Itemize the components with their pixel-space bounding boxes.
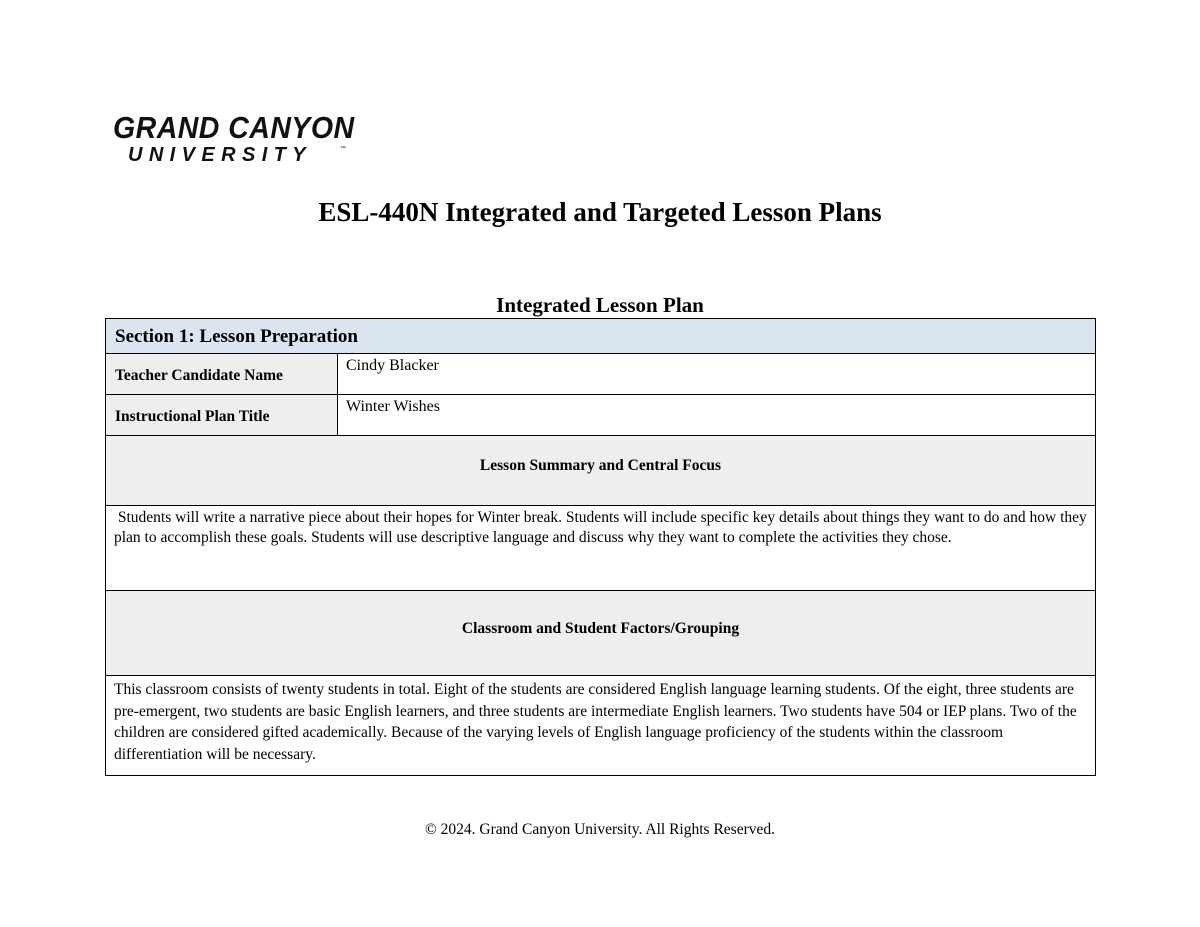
summary-text: Students will write a narrative piece about their hopes for Winter break. Students will include specific key details about things they want to do and how they plan to accomplish these goals. Students will use descriptive language and discuss why they want to complete the activities they chose.	[114, 509, 1091, 546]
factors-text: This classroom consists of twenty students in total. Eight of the students are considered English language learning students. Of the eight, three students are pre-emergent, two students are basic English learners, and three students are intermediate English learners. Two students have 504 or IEP plans. Two of the children are considered gifted academically. Because of the varying levels of English language proficiency of the students within the classroom differentiation will be necessary.	[114, 681, 1077, 763]
document-title: ESL-440N Integrated and Targeted Lesson Plans	[318, 197, 882, 227]
table-row	[106, 354, 1096, 395]
table-row	[106, 395, 1096, 436]
summary-heading-cell	[106, 436, 1096, 506]
plan-title-value-cell[interactable]	[338, 395, 1096, 436]
summary-text-cell[interactable]	[106, 506, 1096, 591]
factors-text-cell[interactable]	[106, 676, 1096, 776]
teacher-name-label-cell	[106, 354, 338, 395]
logo-wordmark-line1: GRAND CANYON	[113, 110, 355, 145]
teacher-name-value-cell[interactable]	[338, 354, 1096, 395]
factors-heading-cell	[106, 591, 1096, 676]
teacher-name-label: Teacher Candidate Name	[115, 367, 283, 384]
lesson-plan-heading: Integrated Lesson Plan	[496, 293, 704, 317]
copyright-footer: © 2024. Grand Canyon University. All Rights Reserved.	[424, 821, 775, 838]
plan-title-label: Instructional Plan Title	[115, 408, 270, 425]
plan-title-value: Winter Wishes	[346, 398, 440, 415]
logo-wordmark-line2: UNIVERSITY	[128, 144, 313, 166]
summary-heading: Lesson Summary and Central Focus	[479, 457, 722, 474]
plan-title-label-cell	[106, 395, 338, 436]
grand-canyon-university-logo	[113, 112, 373, 168]
lesson-preparation-table	[105, 318, 1096, 776]
teacher-name-value: Cindy Blacker	[346, 357, 439, 374]
section-header	[106, 319, 1096, 354]
logo-trademark: ™	[340, 146, 346, 152]
factors-heading: Classroom and Student Factors/Grouping	[461, 620, 740, 637]
section-header-label: Section 1: Lesson Preparation	[115, 326, 358, 347]
